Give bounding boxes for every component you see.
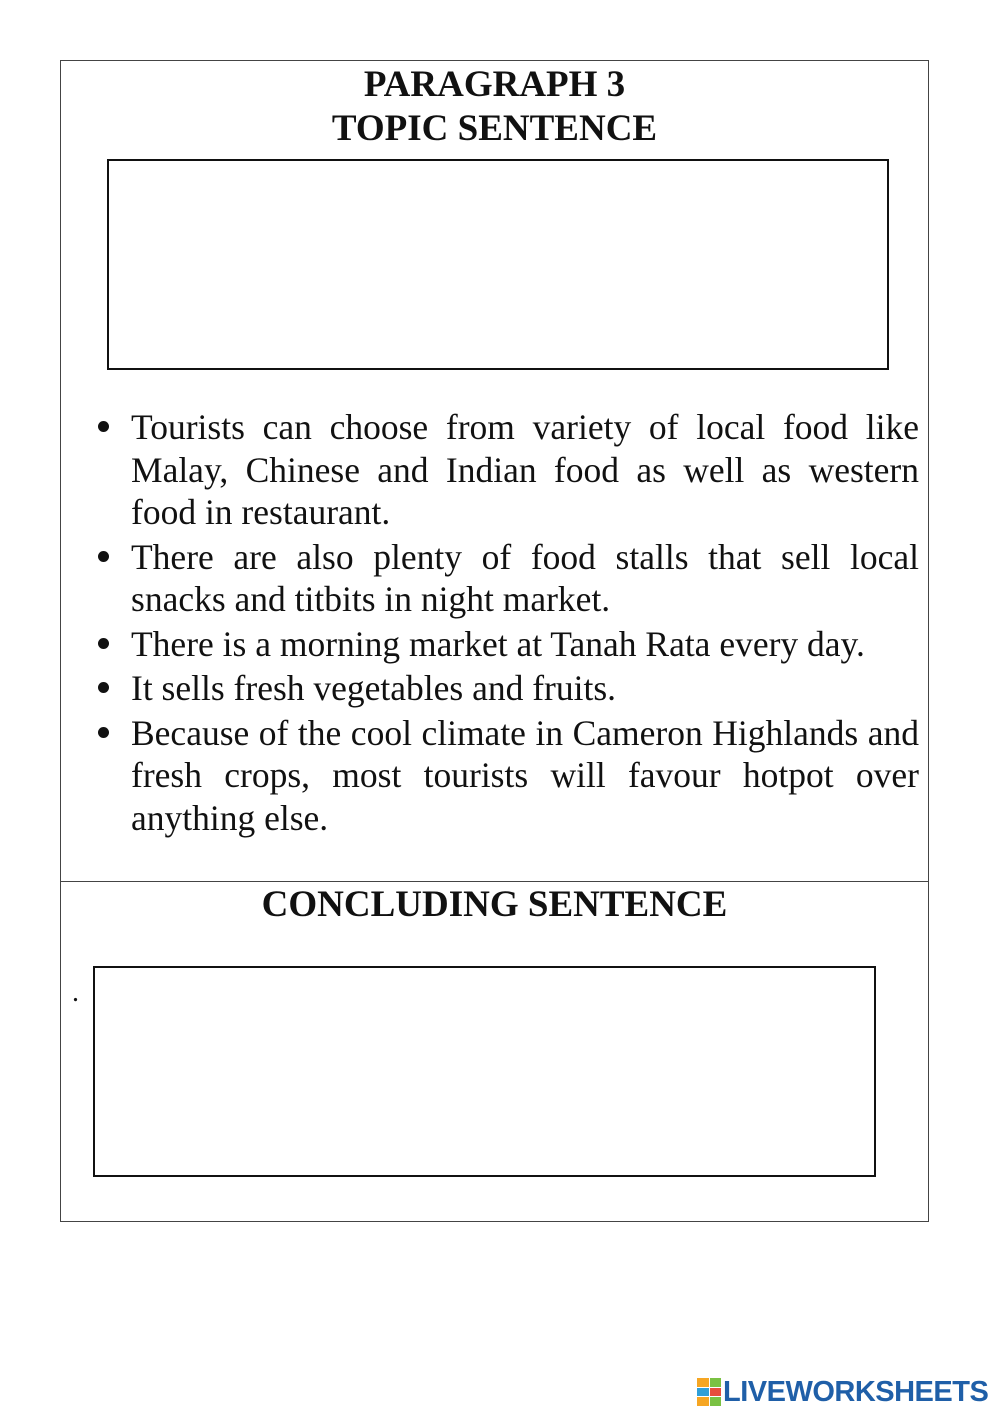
supporting-point-text: There is a morning market at Tanah Rata every day. [131,623,865,664]
supporting-point-text: Because of the cool climate in Cameron Highlands and fresh crops, most tourists will favour hotpot over anything else. [131,712,919,838]
worksheet-frame [60,60,929,1222]
list-item [131,406,919,534]
bullet-icon [98,421,109,432]
bullet-icon [98,682,109,693]
logo-tile [697,1378,709,1387]
list-item [131,712,919,840]
topic-sentence-drop-box[interactable] [107,159,889,370]
logo-tile [710,1397,722,1406]
section-divider [61,881,928,882]
bullet-icon [98,638,109,649]
liveworksheets-logo[interactable] [697,1375,988,1409]
list-item [131,623,919,666]
supporting-point-text: There are also plenty of food stalls that sell local snacks and titbits in night market. [131,536,919,619]
logo-tile [697,1388,709,1397]
bullet-icon [98,551,109,562]
supporting-point-text: It sells fresh vegetables and fruits. [131,668,617,708]
logo-text: LIVEWORKSHEETS [723,1375,989,1408]
list-item [131,536,919,621]
stray-mark: . [72,977,79,1008]
list-item [131,667,919,710]
paragraph-heading: PARAGRAPH 3 [363,64,626,105]
concluding-sentence-drop-box[interactable] [93,966,876,1177]
topic-sentence-heading: TOPIC SENTENCE [331,108,658,149]
logo-tile [710,1378,722,1387]
concluding-sentence-heading: CONCLUDING SENTENCE [261,884,728,925]
logo-tile [710,1388,722,1397]
bullet-icon [98,727,109,738]
supporting-point-text: Tourists can choose from variety of local food like Malay, Chinese and Indian food as well as western food in restaurant. [131,407,919,532]
liveworksheets-logo-icon [697,1378,721,1406]
supporting-points-list [131,406,919,841]
logo-tile [697,1397,709,1406]
